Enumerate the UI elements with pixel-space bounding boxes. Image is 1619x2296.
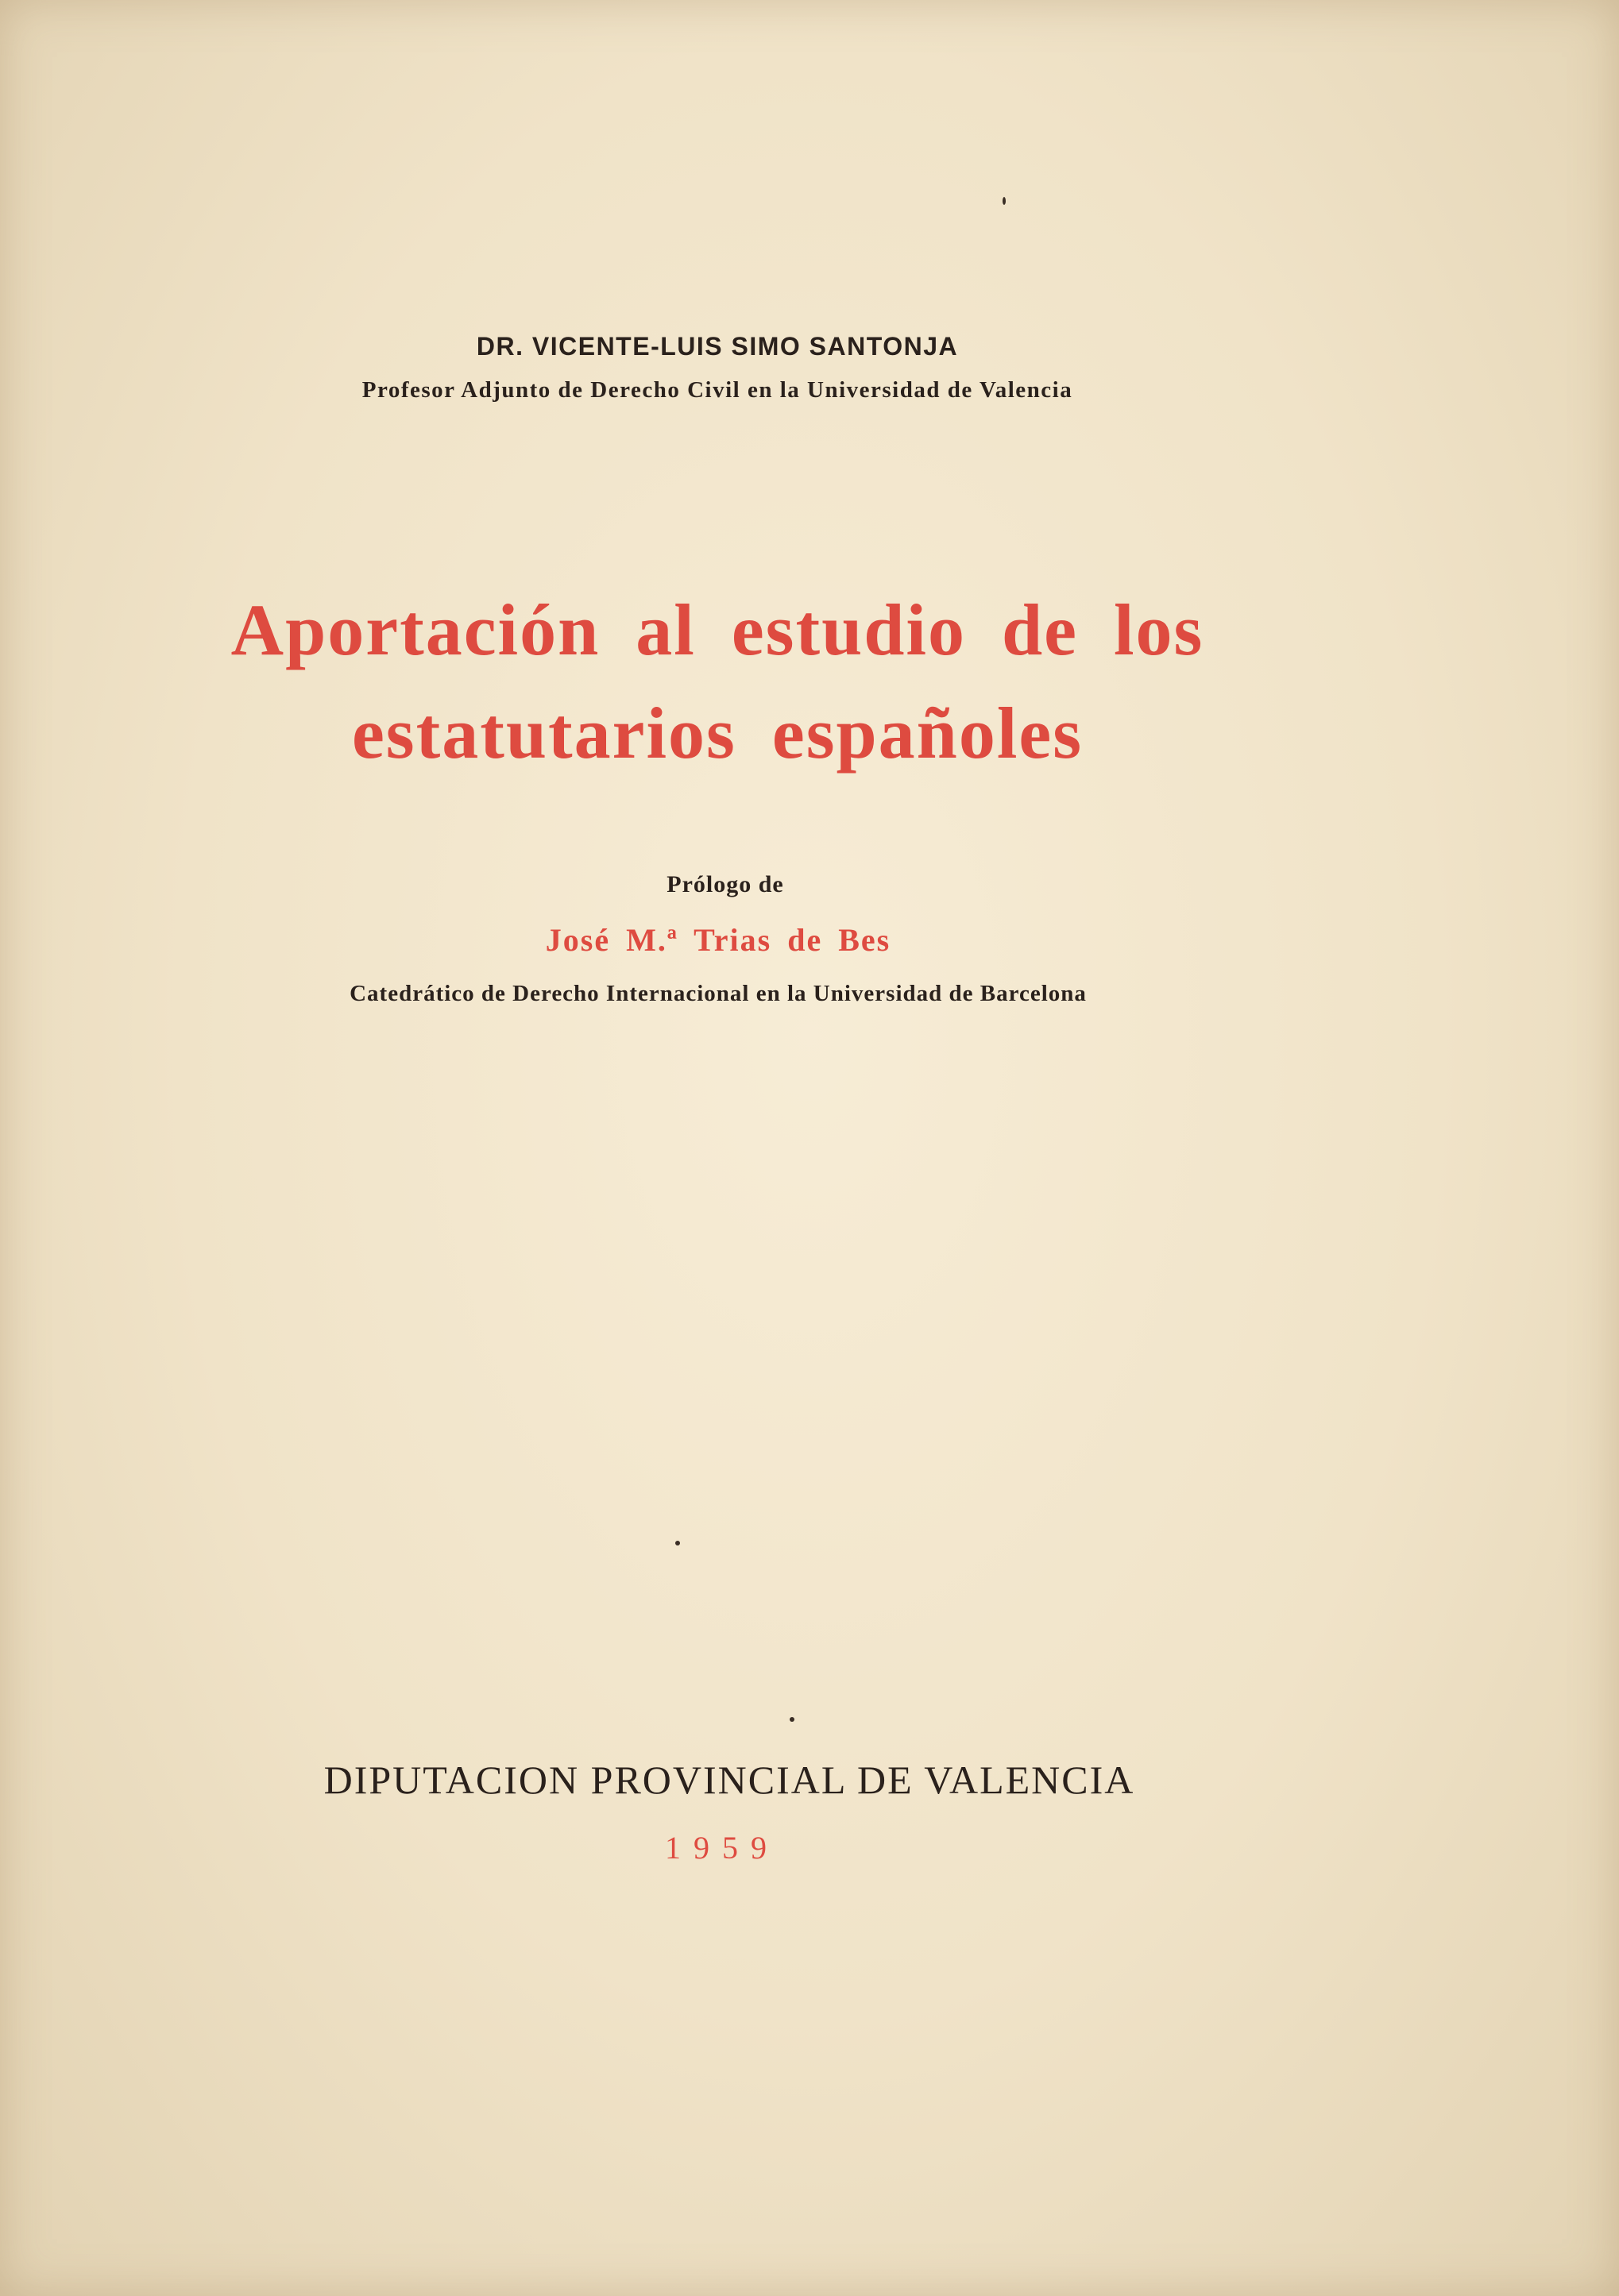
author-name: DR. VICENTE-LUIS SIMO SANTONJA — [476, 332, 959, 361]
book-title-line-1: Aportación al estudio de los — [230, 589, 1204, 670]
publisher-name: DIPUTACION PROVINCIAL DE VALENCIA — [323, 1758, 1135, 1802]
book-title-line-2: estatutarios españoles — [351, 693, 1084, 774]
prologue-label: Prólogo de — [667, 871, 784, 897]
paper-speck — [1003, 197, 1006, 205]
author-affiliation: Profesor Adjunto de Derecho Civil en la Universidad de Valencia — [361, 377, 1073, 403]
prologue-author-affiliation: Catedrático de Derecho Internacional en la Universidad de Barcelona — [350, 981, 1087, 1006]
publication-year: 1959 — [665, 1830, 779, 1866]
paper-speck — [675, 1541, 680, 1545]
paper-speck — [790, 1717, 794, 1722]
prologue-author-name: José M.ª Trias de Bes — [545, 922, 891, 958]
